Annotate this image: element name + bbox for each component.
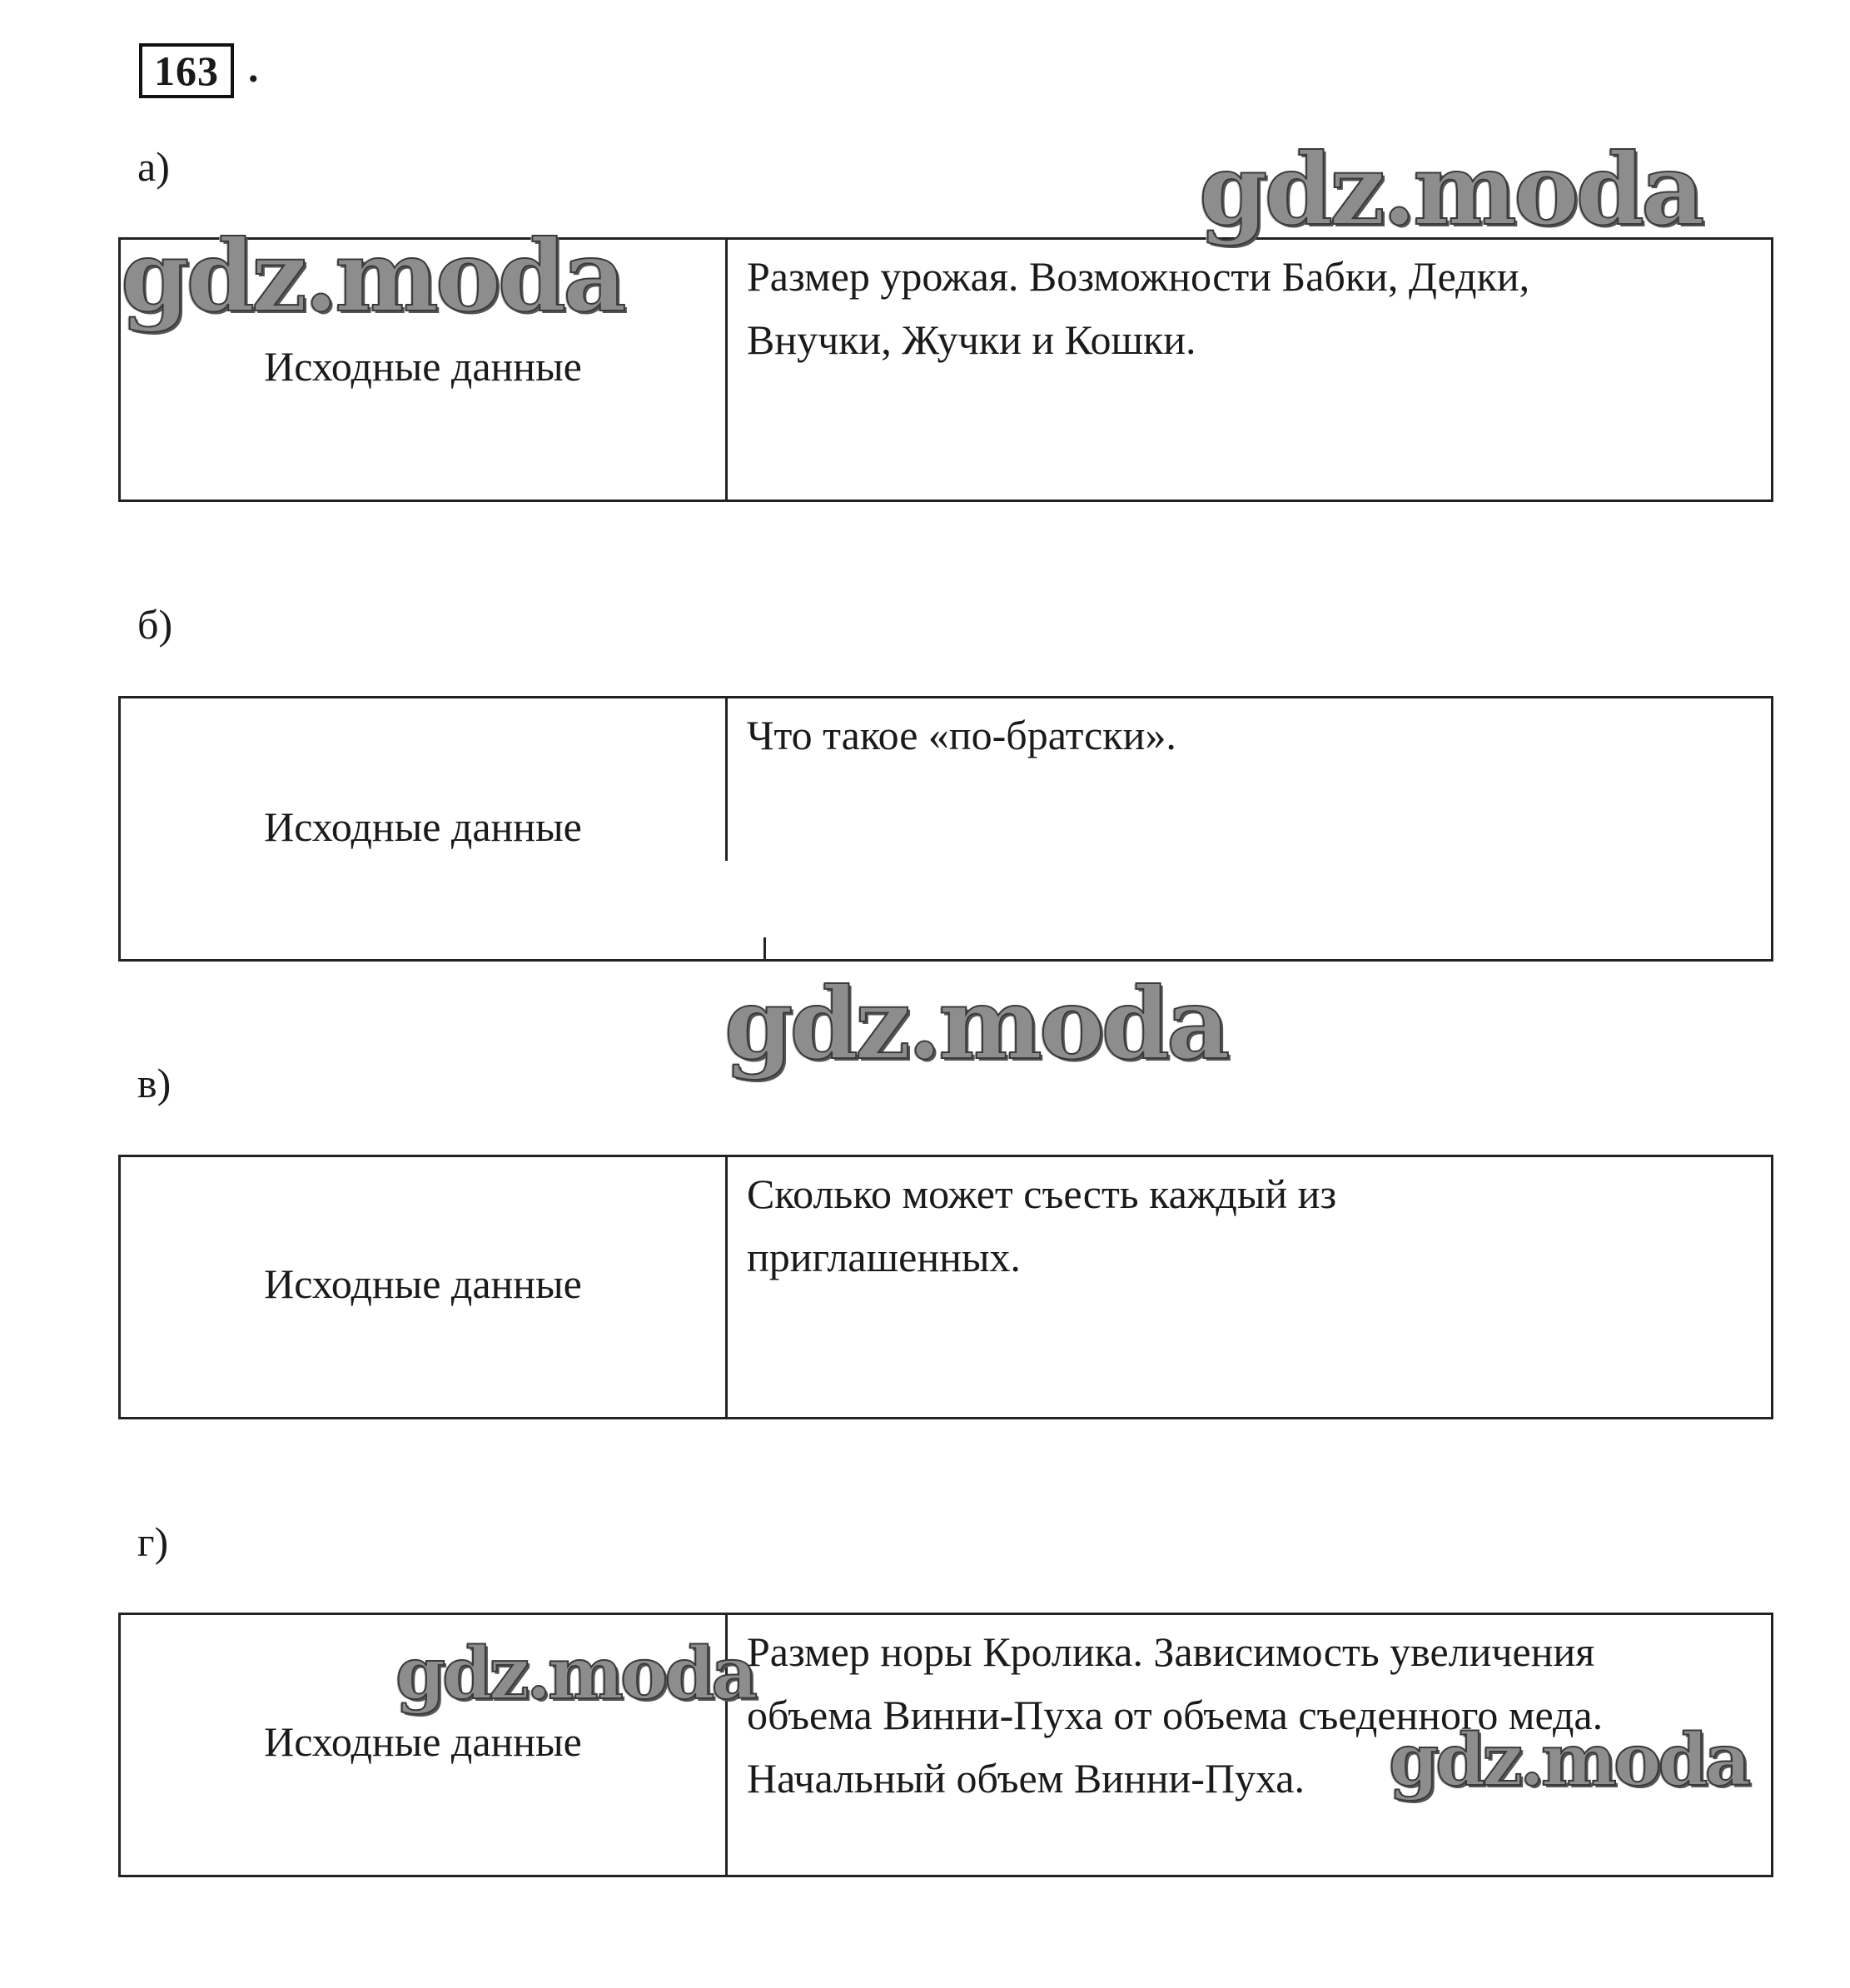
table-bottom-border — [1711, 959, 1773, 962]
divider-tick — [763, 937, 766, 961]
table-bottom-border — [118, 959, 264, 962]
answer-line: Размер норы Кролика. Зависимость увеличения — [747, 1628, 1595, 1675]
answer-line: Сколько может съесть каждый из — [747, 1170, 1337, 1217]
answer-text-a — [747, 245, 1763, 371]
part-label-c: в) — [137, 1060, 172, 1106]
watermark-logo: gdz.moda — [395, 1632, 755, 1716]
part-label-b: б) — [137, 601, 173, 648]
table-divider — [725, 1615, 728, 1875]
source-data-label-c: Исходные данные — [264, 1260, 582, 1307]
part-label-a: а) — [137, 143, 170, 190]
task-number: 163 — [139, 43, 234, 98]
table-divider — [725, 698, 728, 861]
watermark-logo: gdz.moda — [1389, 1718, 1748, 1802]
answer-table-b — [118, 696, 1773, 961]
answer-line: приглашенных. — [747, 1234, 1021, 1280]
answer-table-a — [118, 237, 1773, 502]
answer-line: объема Винни-Пуха от объема съеденного меда. — [747, 1692, 1604, 1738]
task-number-dot: . — [248, 44, 259, 91]
answer-line: Внучки, Жучки и Кошки. — [747, 316, 1196, 363]
part-label-d: г) — [137, 1518, 169, 1565]
answer-text-b — [747, 703, 1763, 767]
table-divider — [725, 1157, 728, 1417]
watermark-logo: gdz.moda — [724, 966, 1227, 1081]
source-data-label-b: Исходные данные — [264, 803, 582, 850]
answer-text-c — [747, 1162, 1763, 1289]
source-data-label-d: Исходные данные — [264, 1718, 582, 1765]
source-data-label-a: Исходные данные — [264, 343, 582, 390]
answer-table-d — [118, 1613, 1773, 1877]
watermark-logo: gdz.moda — [121, 218, 624, 334]
answer-line: Начальный объем Винни-Пуха. — [747, 1755, 1305, 1802]
answer-line: Размер урожая. Возможности Бабки, Дедки, — [747, 253, 1530, 300]
answer-line: Что такое «по-братски». — [747, 712, 1176, 758]
table-divider — [725, 240, 728, 499]
answer-table-c — [118, 1155, 1773, 1419]
answer-text-d — [747, 1620, 1763, 1810]
watermark-logo: gdz.moda — [1199, 132, 1702, 247]
table-bottom-border — [264, 959, 1711, 962]
